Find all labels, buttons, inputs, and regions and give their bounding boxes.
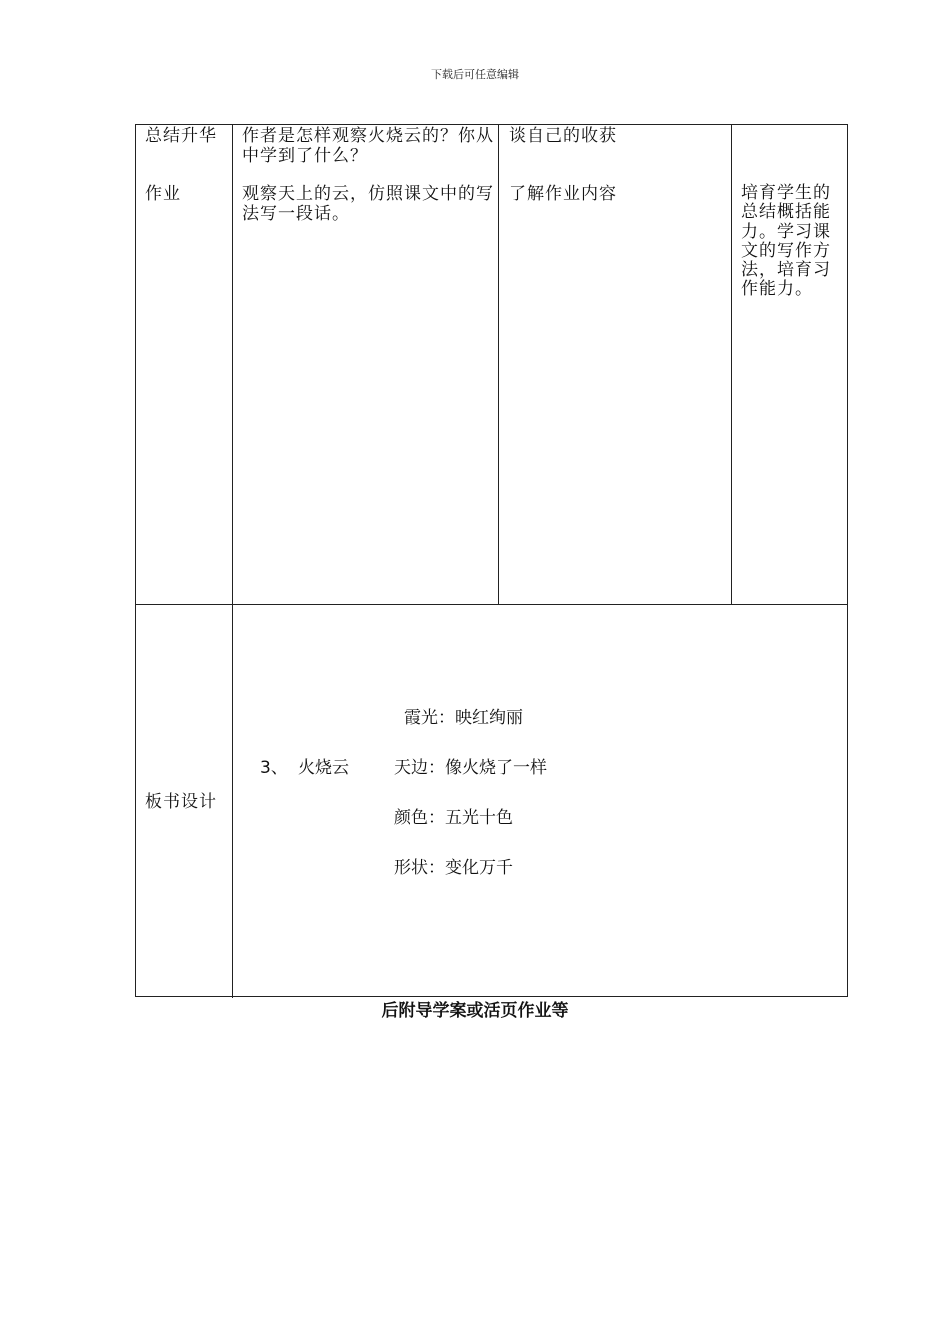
row-divider <box>136 604 847 605</box>
column-divider <box>232 125 233 998</box>
teacher-activity-homework: 观察天上的云，仿照课文中的写法写一段话。 <box>242 184 494 224</box>
board-line-2: 天边：像火烧了一样 <box>394 758 547 778</box>
board-line-1: 霞光：映红绚丽 <box>404 708 523 728</box>
board-title: 火烧云 <box>298 758 349 778</box>
board-line-3: 颜色：五光十色 <box>394 808 513 828</box>
stage-label-homework: 作业 <box>145 184 181 204</box>
board-line-4: 形状：变化万千 <box>394 858 513 878</box>
board-design-label: 板书设计 <box>145 792 217 812</box>
student-activity-homework: 了解作业内容 <box>509 184 617 204</box>
student-activity-summary: 谈自己的收获 <box>509 126 617 146</box>
lesson-plan-table <box>135 124 848 997</box>
board-number: 3、 <box>260 758 288 778</box>
footer-note: 后附导学案或活页作业等 <box>381 1001 569 1021</box>
column-divider <box>731 125 732 605</box>
stage-label-summary: 总结升华 <box>145 126 217 146</box>
header-note: 下载后可任意编辑 <box>431 68 519 81</box>
design-intent: 培育学生的总结概括能力。学习课文的写作方法，培育习作能力。 <box>741 183 831 300</box>
column-divider <box>498 125 499 605</box>
teacher-activity-summary: 作者是怎样观察火烧云的？你从中学到了什么？ <box>242 126 494 166</box>
